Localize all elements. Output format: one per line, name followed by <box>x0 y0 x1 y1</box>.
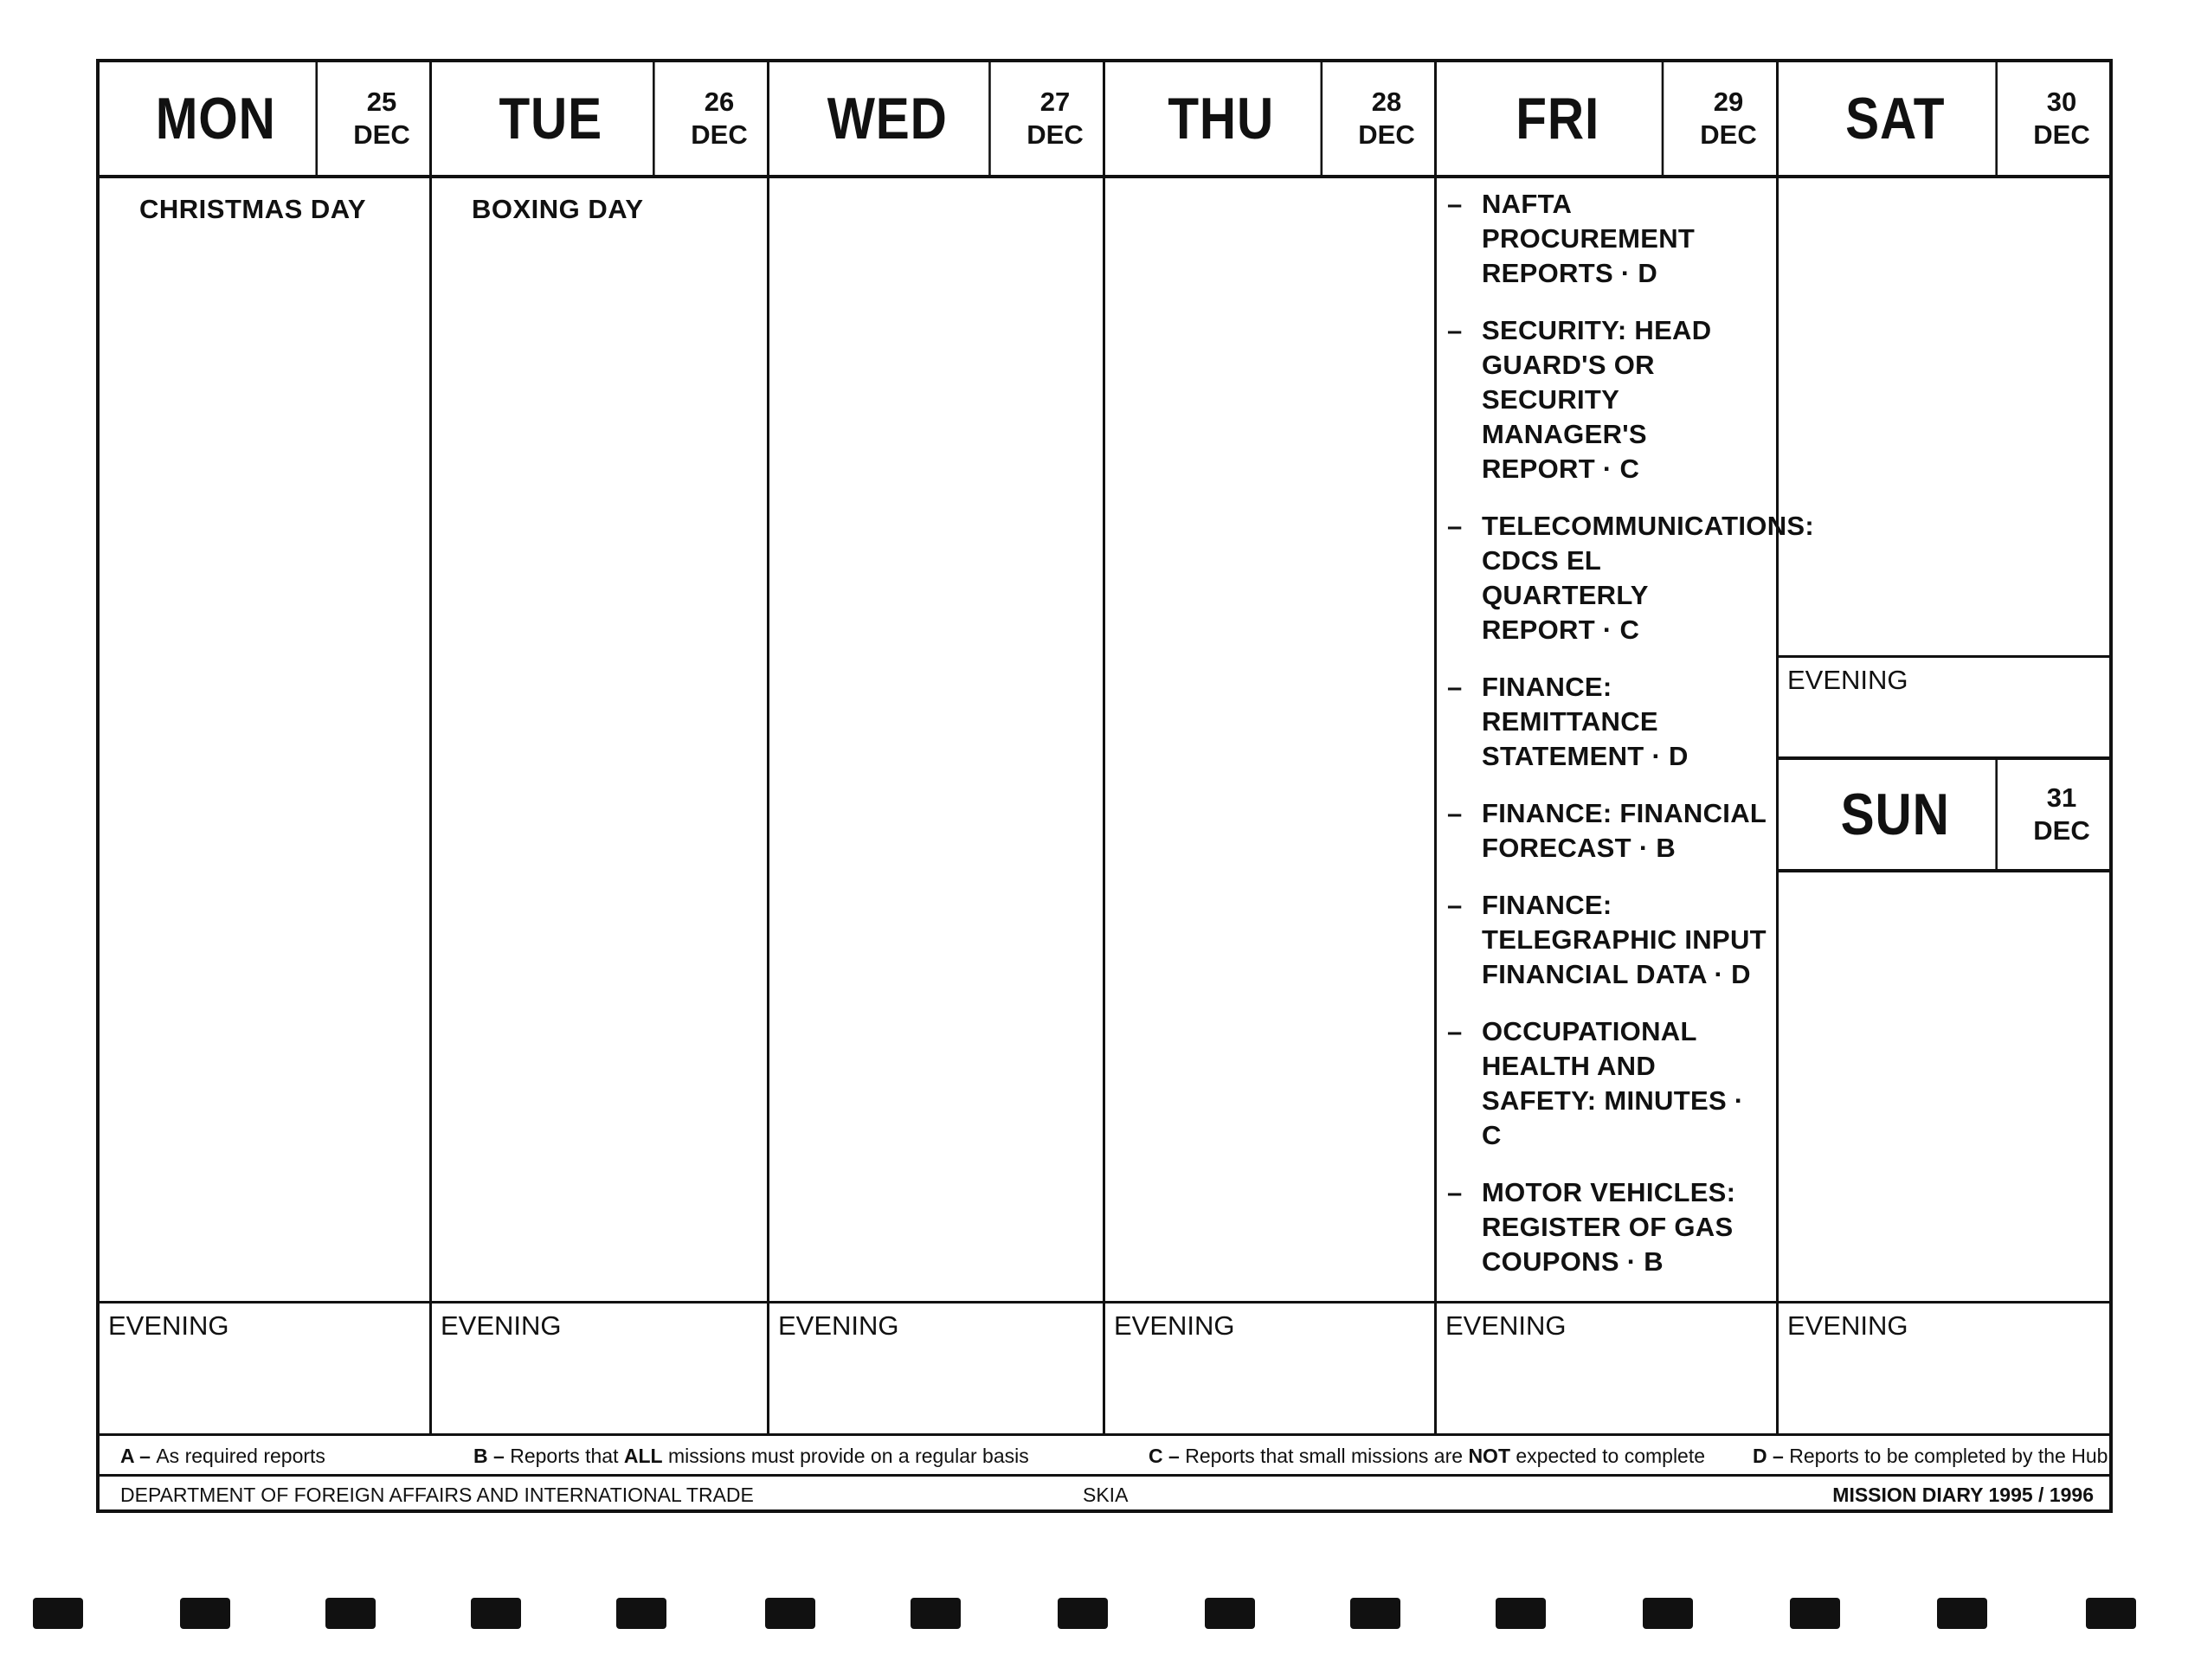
evening-label: EVENING <box>1114 1310 1235 1341</box>
perforation-hole <box>1790 1598 1840 1629</box>
day-header <box>100 62 429 178</box>
perforation-hole <box>765 1598 815 1629</box>
day-header-sun <box>1779 760 2109 872</box>
day-header <box>1105 62 1434 178</box>
day-column-tue <box>432 62 769 1433</box>
day-column-fri <box>1437 62 1814 1433</box>
date-box <box>672 62 767 175</box>
day-header-sat <box>1779 62 2109 178</box>
legend-item-c: C – Reports that small missions are NOT expected to complete <box>1149 1445 1706 1467</box>
date-month: DEC <box>691 119 748 150</box>
department-name: DEPARTMENT OF FOREIGN AFFAIRS AND INTERNATIONAL TRADE <box>120 1484 754 1506</box>
date-month: DEC <box>1026 119 1084 150</box>
day-name: TUE <box>448 62 654 175</box>
sat-notes-area <box>1779 178 2109 658</box>
evening-area <box>769 1303 1103 1433</box>
perforation-hole <box>616 1598 666 1629</box>
day-header <box>769 62 1103 178</box>
date-number: 26 <box>704 87 735 117</box>
date-month: DEC <box>353 119 410 150</box>
sun-evening-area <box>1779 1303 2109 1433</box>
date-month: DEC <box>1358 119 1415 150</box>
date-box <box>1007 62 1103 175</box>
evening-area <box>432 1303 767 1433</box>
perforation-hole <box>1643 1598 1693 1629</box>
report-code-legend <box>100 1433 2109 1477</box>
sun-notes-area <box>1779 872 2109 1303</box>
perforation-hole <box>1496 1598 1546 1629</box>
date-month: DEC <box>2033 119 2090 150</box>
evening-area <box>1437 1303 1776 1433</box>
evening-area <box>1105 1303 1434 1433</box>
legend-item-b: B – Reports that ALL missions must provide on a regular basis <box>473 1445 1029 1467</box>
date-box <box>2014 760 2109 869</box>
list-item: – FINANCE: TELEGRAPHIC INPUT FINANCIAL DATA · D <box>1447 890 1767 989</box>
day-header <box>432 62 767 178</box>
list-item: – NAFTA PROCUREMENT REPORTS · D <box>1447 189 1696 288</box>
evening-label: EVENING <box>108 1310 229 1341</box>
weekly-diary-sheet <box>96 59 2113 1513</box>
date-month: DEC <box>1700 119 1757 150</box>
day-name: THU <box>1122 62 1323 175</box>
evening-label: EVENING <box>1787 1310 1908 1341</box>
day-name: SUN <box>1795 760 1998 869</box>
list-item: – FINANCE: FINANCIAL FORECAST · B <box>1447 798 1767 863</box>
footer-code: SKIA <box>1083 1484 1129 1506</box>
day-name: SAT <box>1795 62 1998 175</box>
perforation-hole <box>1058 1598 1108 1629</box>
day-notes-area <box>1437 178 1814 1303</box>
evening-area <box>100 1303 429 1433</box>
perforation-hole <box>1205 1598 1255 1629</box>
holiday-label: BOXING DAY <box>472 194 644 224</box>
date-number: 28 <box>1371 87 1402 117</box>
perforation-hole <box>325 1598 376 1629</box>
date-number: 30 <box>2046 87 2077 117</box>
date-box <box>1681 62 1776 175</box>
perforation-hole <box>180 1598 230 1629</box>
date-number: 27 <box>1039 87 1071 117</box>
list-item: – MOTOR VEHICLES: REGISTER OF GAS COUPONS · B <box>1447 1177 1736 1277</box>
list-item: – OCCUPATIONAL HEALTH AND SAFETY: MINUTES · C <box>1447 1016 1744 1150</box>
day-header <box>1437 62 1776 178</box>
day-name: FRI <box>1454 62 1664 175</box>
list-item: – FINANCE: REMITTANCE STATEMENT · D <box>1447 672 1689 771</box>
perforation-hole <box>471 1598 521 1629</box>
date-box <box>2014 62 2109 175</box>
holiday-label: CHRISTMAS DAY <box>139 194 366 224</box>
day-notes-area <box>432 178 767 1303</box>
date-box <box>334 62 429 175</box>
evening-label: EVENING <box>1787 665 1908 695</box>
date-number: 29 <box>1713 87 1744 117</box>
day-column-wed <box>769 62 1105 1433</box>
evening-label: EVENING <box>1445 1310 1567 1341</box>
legend-item-a: A – As required reports <box>120 1445 325 1467</box>
perforation-hole <box>1350 1598 1400 1629</box>
day-name: WED <box>786 62 991 175</box>
day-notes-area <box>1105 178 1434 1303</box>
day-notes-area <box>769 178 1103 1303</box>
evening-label: EVENING <box>441 1310 562 1341</box>
perforation-hole <box>33 1598 83 1629</box>
date-month: DEC <box>2033 815 2090 846</box>
perforation-hole <box>2086 1598 2136 1629</box>
date-box <box>1339 62 1434 175</box>
day-notes-area <box>100 178 429 1303</box>
perforation-hole <box>911 1598 961 1629</box>
date-number: 25 <box>366 87 397 117</box>
day-column-thu <box>1105 62 1437 1433</box>
page-footer <box>100 1477 2109 1513</box>
evening-label: EVENING <box>778 1310 899 1341</box>
date-number: 31 <box>2046 782 2077 813</box>
perforation-hole <box>1937 1598 1987 1629</box>
day-column-weekend <box>1779 62 2109 1433</box>
legend-item-d: D – Reports to be completed by the Hub <box>1753 1445 2108 1467</box>
list-item: – TELECOMMUNICATIONS: CDCS EL QUARTERLY REPORT · C <box>1447 511 1814 645</box>
day-name: MON <box>116 62 318 175</box>
day-column-mon <box>100 62 432 1433</box>
sat-evening-area <box>1779 658 2109 760</box>
report-task-list <box>1445 187 1814 1302</box>
list-item: – SECURITY: HEAD GUARD'S OR SECURITY MANAGER'S REPORT · C <box>1447 315 1712 484</box>
diary-title: MISSION DIARY 1995 / 1996 <box>1832 1484 2094 1506</box>
